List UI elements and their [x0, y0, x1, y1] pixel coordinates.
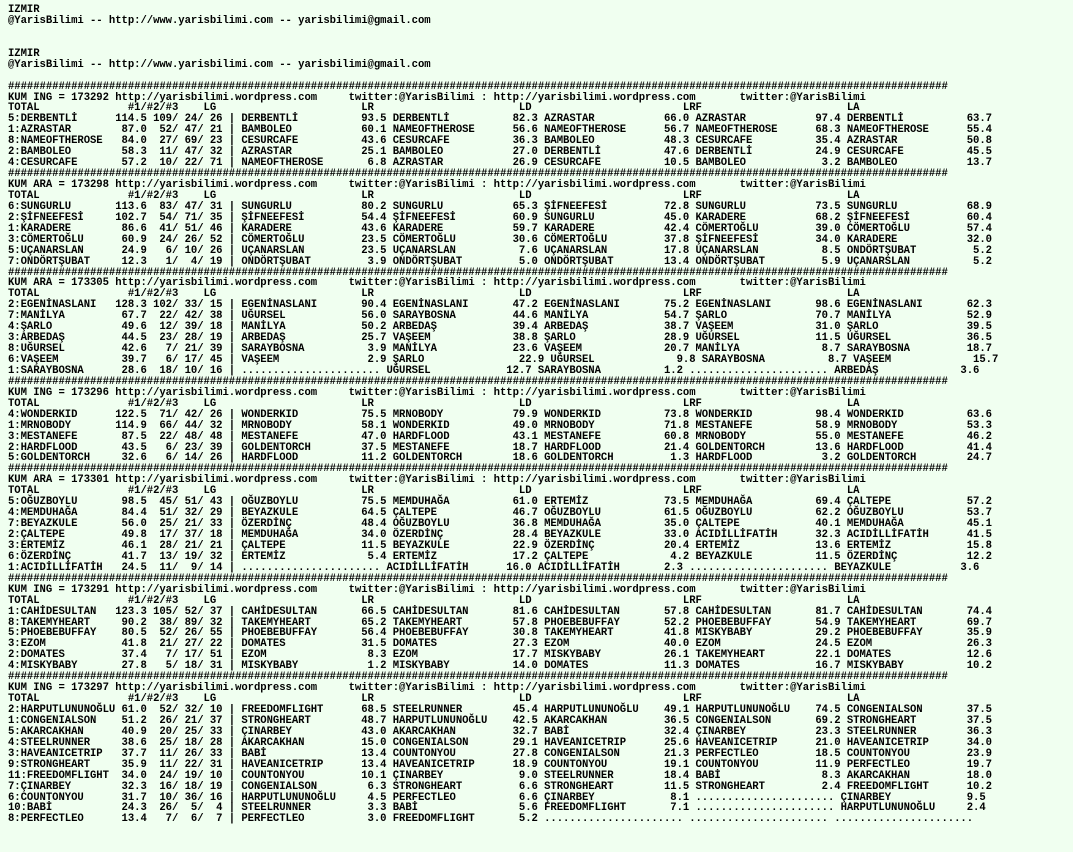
- result-row: 3:CÖMERTOĞLU 60.9 24/ 26/ 52 | CÖMERTOĞLU 23.5 CÖMERTOĞLU 30.6 CÖMERTOĞLU 37.8 ŞİFNEEFESİ 34.0 KARADERE 32.0: [8, 233, 992, 246]
- result-row: 6:SUNGURLU 113.6 83/ 47/ 31 | SUNGURLU 80.2 SUNGURLU 65.3 ŞİFNEEFESİ 72.8 SUNGURLU 73.5 SUNGURLU 68.9: [8, 200, 992, 213]
- result-row: 4:WONDERKID 122.5 71/ 42/ 26 | WONDERKID 75.5 MRNOBODY 79.9 WONDERKID 73.8 WONDERKID 98.4 WONDERKID 63.6: [8, 408, 992, 421]
- result-row: 2:BAMBOLEO 58.3 11/ 47/ 32 | AZRASTAR 25.1 BAMBOLEO 27.0 DERBENTLİ 47.6 DERBENTLİ 24.9 CESURCAFE 45.5: [8, 146, 992, 159]
- separator-line: #####################################################################################################################################################: [8, 80, 948, 93]
- result-row: 4:MISKYBABY 27.8 5/ 18/ 31 | MISKYBABY 1.2 MISKYBABY 14.0 DOMATES 11.3 DOMATES 16.7 MISKYBABY 10.2: [8, 660, 992, 673]
- race-title-line: KUM ARA = 173305 http://yarisbilimi.wordpress.com twitter:@YarisBilimi : http://yarisbilimi.wordpress.com twitter:@YarisBilimi: [8, 277, 866, 290]
- race-sections: [8, 82, 1073, 826]
- race-title-line: KUM ING = 173297 http://yarisbilimi.wordpress.com twitter:@YarisBilimi : http://yarisbilimi.wordpress.com twitter:@YarisBilimi: [8, 682, 866, 695]
- result-row: 5:PHOEBEBUFFAY 80.5 52/ 26/ 55 | PHOEBEBUFFAY 56.4 PHOEBEBUFFAY 30.8 TAKEMYHEART 41.8 MISKYBABY 29.2 PHOEBEBUFFAY 35.9: [8, 627, 992, 640]
- result-row: 2:ÇALTEPE 49.8 17/ 37/ 18 | MEMDUHAĞA 34.0 ÖZERDİNÇ 28.4 BEYAZKULE 33.0 ACIDİLLİFATİH 32.3 ACIDİLLİFATİH 41.5: [8, 529, 992, 541]
- result-row: 2:HARDFLOOD 43.5 6/ 23/ 39 | GOLDENTORCH 37.5 MESTANEFE 18.7 HARDFLOOD 21.4 GOLDENTORCH 13.6 HARDFLOOD 41.4: [8, 441, 992, 454]
- column-header-line: TOTAL #1/#2/#3 LG LR LD LRF LA: [8, 189, 860, 202]
- result-row: 3:MESTANEFE 87.5 22/ 48/ 48 | MESTANEFE 47.0 HARDFLOOD 43.1 MESTANEFE 60.8 MRNOBODY 55.0 MESTANEFE 46.2: [8, 430, 992, 443]
- separator-line: #####################################################################################################################################################: [8, 671, 948, 684]
- result-row: 7:MANİLYA 67.7 22/ 42/ 38 | UĞURSEL 56.0 SARAYBOSNA 44.6 MANİLYA 54.7 ŞARLO 70.7 MANİLYA 52.9: [8, 310, 992, 323]
- result-row: 2:DOMATES 37.4 7/ 17/ 51 | EZOM 8.3 EZOM 17.7 MISKYBABY 26.1 TAKEMYHEART 22.1 DOMATES 12.6: [8, 649, 992, 662]
- result-row: 8:UĞURSEL 42.6 7/ 21/ 39 | SARAYBOSNA 3.9 MANİLYA 23.6 VAŞEEM 20.7 MANİLYA 8.7 SARAYBOSNA 18.7: [8, 343, 992, 356]
- header-line: @YarisBilimi -- http://www.yarisbilimi.com -- yarisbilimi@gmail.com: [8, 14, 431, 27]
- result-row: 6:COUNTONYOU 31.7 10/ 36/ 16 | HARPUTLUNUNOĞLU 4.5 PERFECTLEO 6.6 ÇINARBEY 8.1 ...................... ÇINARBEY 9.5: [8, 791, 986, 804]
- result-row: 8:NAMEOFTHEROSE 84.0 27/ 69/ 23 | CESURCAFE 43.6 CESURCAFE 36.3 BAMBOLEO 48.3 CESURCAFE 35.4 AZRASTAR 50.8: [8, 135, 992, 148]
- result-row: 1:KARADERE 86.6 41/ 51/ 46 | KARADERE 43.6 KARADERE 59.7 KARADERE 42.4 CÖMERTOĞLU 39.0 CÖMERTOĞLU 57.4: [8, 222, 992, 235]
- result-row: 9:STRONGHEART 35.9 11/ 22/ 31 | HAVEANICETRIP 13.4 HAVEANICETRIP 18.9 COUNTONYOU 19.1 COUNTONYOU 11.9 PERFECTLEO 19.7: [8, 758, 992, 771]
- result-row: 3:HAVEANICETRIP 37.7 11/ 26/ 33 | BABİ 13.4 COUNTONYOU 27.8 CONGENIALSON 21.3 PERFECTLEO 18.5 COUNTONYOU 23.9: [8, 747, 992, 760]
- result-row: 6:VAŞEEM 39.7 6/ 17/ 45 | VAŞEEM 2.9 ŞARLO 22.9 UĞURSEL 9.8 SARAYBOSNA 8.7 VAŞEEM 15.7: [8, 354, 999, 366]
- column-header-line: TOTAL #1/#2/#3 LG LR LD LRF LA: [8, 485, 860, 498]
- result-row: 3:EZOM 41.8 21/ 27/ 22 | DOMATES 31.5 DOMATES 27.3 EZOM 40.0 EZOM 24.5 EZOM 26.3: [8, 638, 992, 651]
- separator-line: #####################################################################################################################################################: [8, 572, 948, 585]
- header-line: [8, 27, 1073, 38]
- header-line: IZMIR: [8, 4, 40, 16]
- result-row: 4:CESURCAFE 57.2 10/ 22/ 71 | NAMEOFTHEROSE 6.8 AZRASTAR 26.9 CESURCAFE 10.5 BAMBOLEO 3.2 BAMBOLEO 13.7: [8, 157, 992, 170]
- result-row: 8:TAKEMYHEART 90.2 38/ 89/ 32 | TAKEMYHEART 65.2 TAKEMYHEART 57.8 PHOEBEBUFFAY 52.2 PHOEBEBUFFAY 54.9 TAKEMYHEART 69.7: [8, 616, 992, 629]
- race-section: [8, 574, 1073, 672]
- result-row: 6:ÖZERDİNÇ 41.7 13/ 19/ 32 | ERTEMİZ 5.4 ERTEMİZ 17.2 ÇALTEPE 4.2 BEYAZKULE 11.5 ÖZERDİNÇ 12.2: [8, 550, 992, 563]
- result-row: 1:MRNOBODY 114.9 66/ 44/ 32 | MRNOBODY 58.1 WONDERKID 49.0 MRNOBODY 71.8 MESTANEFE 58.9 MRNOBODY 53.3: [8, 419, 992, 432]
- result-row: 4:STEELRUNNER 38.6 25/ 18/ 28 | AKARCAKHAN 15.0 CONGENIALSON 29.1 HAVEANICETRIP 25.6 HAVEANICETRIP 21.0 HAVEANICETRIP 34.0: [8, 736, 992, 749]
- result-row: 4:ŞARLO 49.6 12/ 39/ 18 | MANİLYA 50.2 ARBEDAŞ 39.4 ARBEDAŞ 38.7 VAŞEEM 31.0 ŞARLO 39.5: [8, 321, 992, 334]
- header-line: IZMIR: [8, 47, 40, 60]
- result-row: 5:GOLDENTORCH 32.6 6/ 14/ 26 | HARDFLOOD 11.2 GOLDENTORCH 18.6 GOLDENTORCH 1.3 HARDFLOOD 3.2 GOLDENTORCH 24.7: [8, 452, 992, 465]
- result-row: 5:UÇANARSLAN 24.9 6/ 10/ 26 | UÇANARSLAN 23.5 UÇANARSLAN 7.6 UÇANARSLAN 17.8 UÇANARSLAN 8.5 ONDÖRTŞUBAT 5.2: [8, 244, 992, 257]
- race-section: [8, 82, 1073, 170]
- race-section: [8, 464, 1073, 573]
- result-row: 7:BEYAZKULE 56.0 25/ 21/ 33 | ÖZERDİNÇ 48.4 OĞUZBOYLU 36.8 MEMDUHAĞA 35.0 ÇALTEPE 40.1 MEMDUHAĞA 45.1: [8, 518, 992, 531]
- race-title-line: KUM ING = 173292 http://yarisbilimi.wordpress.com twitter:@YarisBilimi : http://yarisbilimi.wordpress.com twitter:@YarisBilimi: [8, 91, 866, 104]
- race-section: [8, 169, 1073, 267]
- result-row: 1:CONGENIALSON 51.2 26/ 21/ 37 | STRONGHEART 48.7 HARPUTLUNUNOĞLU 42.5 AKARCAKHAN 36.5 CONGENIALSON 69.2 STRONGHEART 37.5: [8, 714, 992, 727]
- separator-line: #####################################################################################################################################################: [8, 266, 948, 279]
- column-header-line: TOTAL #1/#2/#3 LG LR LD LRF LA: [8, 397, 860, 410]
- race-title-line: KUM ARA = 173301 http://yarisbilimi.wordpress.com twitter:@YarisBilimi : http://yarisbilimi.wordpress.com twitter:@YarisBilimi: [8, 474, 866, 487]
- result-row: 11:FREEDOMFLIGHT 34.0 24/ 19/ 10 | COUNTONYOU 10.1 ÇINARBEY 9.0 STEELRUNNER 18.4 BABİ 8.3 AKARCAKHAN 18.0: [8, 769, 992, 782]
- column-header-line: TOTAL #1/#2/#3 LG LR LD LRF LA: [8, 288, 860, 301]
- result-row: 1:SARAYBOSNA 28.6 18/ 10/ 16 | ...................... UĞURSEL 12.7 SARAYBOSNA 1.2 ...................... ARBEDAŞ 3.6: [8, 364, 980, 377]
- result-row: 5:DERBENTLİ 114.5 109/ 24/ 26 | DERBENTLİ 93.5 DERBENTLİ 82.3 AZRASTAR 66.0 AZRASTAR 97.4 DERBENTLİ 63.7: [8, 113, 992, 126]
- result-row: 1:AZRASTAR 87.0 52/ 47/ 21 | BAMBOLEO 60.1 NAMEOFTHEROSE 56.6 NAMEOFTHEROSE 56.7 NAMEOFTHEROSE 68.3 NAMEOFTHEROSE 55.4: [8, 124, 992, 137]
- separator-line: #####################################################################################################################################################: [8, 463, 948, 476]
- header-line: @YarisBilimi -- http://www.yarisbilimi.com -- yarisbilimi@gmail.com: [8, 58, 431, 71]
- result-row: 7:ÇINARBEY 32.3 16/ 18/ 19 | CONGENIALSON 6.3 STRONGHEART 6.6 STRONGHEART 11.5 STRONGHEART 2.4 FREEDOMFLIGHT 10.2: [8, 780, 992, 793]
- race-title-line: KUM ING = 173291 http://yarisbilimi.wordpress.com twitter:@YarisBilimi : http://yarisbilimi.wordpress.com twitter:@YarisBilimi: [8, 583, 866, 596]
- result-row: 7:ONDÖRTŞUBAT 12.3 1/ 4/ 19 | ONDÖRTŞUBAT 3.9 ONDÖRTŞUBAT 5.0 ONDÖRTŞUBAT 13.4 ONDÖRTŞUBAT 5.9 UÇANARSLAN 5.2: [8, 255, 992, 268]
- header-line: [8, 71, 1073, 82]
- result-row: 3:ARBEDAŞ 44.5 23/ 28/ 19 | ARBEDAŞ 25.7 VAŞEEM 38.8 ŞARLO 28.9 UĞURSEL 11.5 UĞURSEL 36.5: [8, 332, 992, 345]
- result-row: 2:ŞİFNEEFESİ 102.7 54/ 71/ 35 | ŞİFNEEFESİ 54.4 ŞİFNEEFESİ 60.9 SUNGURLU 45.0 KARADERE 68.2 ŞİFNEEFESİ 60.4: [8, 211, 992, 224]
- result-row: 4:MEMDUHAĞA 84.4 51/ 32/ 29 | BEYAZKULE 64.5 ÇALTEPE 46.7 OĞUZBOYLU 61.5 OĞUZBOYLU 62.2 OĞUZBOYLU 53.7: [8, 507, 992, 520]
- result-row: 3:ERTEMİZ 46.1 28/ 21/ 21 | ÇALTEPE 11.5 BEYAZKULE 22.9 ÖZERDİNÇ 20.4 ERTEMİZ 13.6 ERTEMİZ 15.8: [8, 539, 992, 552]
- result-row: 2:EGENİNASLANI 128.3 102/ 33/ 15 | EGENİNASLANI 90.4 EGENİNASLANI 47.2 EGENİNASLANI 75.2 EGENİNASLANI 98.6 EGENİNASLANI 62.3: [8, 299, 992, 312]
- column-header-line: TOTAL #1/#2/#3 LG LR LD LRF LA: [8, 594, 860, 607]
- result-row: 10:BABİ 24.3 26/ 5/ 4 | STEELRUNNER 3.3 BABİ 5.6 FREEDOMFLIGHT 7.1 ...................... HARPUTLUNUNOĞLU 2.4: [8, 802, 986, 815]
- race-section: [8, 268, 1073, 377]
- result-row: 2:HARPUTLUNUNOĞLU 61.0 52/ 32/ 10 | FREEDOMFLIGHT 68.5 STEELRUNNER 45.4 HARPUTLUNUNOĞLU 49.1 HARPUTLUNUNOĞLU 74.5 CONGENIALSON 37.5: [8, 704, 992, 716]
- separator-line: #####################################################################################################################################################: [8, 375, 948, 388]
- result-row: 1:ACIDİLLİFATİH 24.5 11/ 9/ 14 | ...................... ACIDİLLİFATİH 16.0 ACIDİLLİFATİH 2.3 ...................... BEYAZKULE 3.6: [8, 561, 980, 574]
- result-row: 1:CAHİDESULTAN 123.3 105/ 52/ 37 | CAHİDESULTAN 66.5 CAHİDESULTAN 81.6 CAHİDESULTAN 57.8 CAHİDESULTAN 81.7 CAHİDESULTAN 74.4: [8, 605, 992, 618]
- separator-line: #####################################################################################################################################################: [8, 168, 948, 181]
- result-row: 5:OĞUZBOYLU 98.5 45/ 51/ 43 | OĞUZBOYLU 75.5 MEMDUHAĞA 61.0 ERTEMİZ 73.5 MEMDUHAĞA 69.4 ÇALTEPE 57.2: [8, 496, 992, 509]
- race-section: [8, 672, 1073, 825]
- column-header-line: TOTAL #1/#2/#3 LG LR LD LRF LA: [8, 693, 860, 706]
- result-row: 5:AKARCAKHAN 40.9 20/ 25/ 33 | ÇINARBEY 43.0 AKARCAKHAN 32.7 BABİ 32.4 ÇINARBEY 23.3 STEELRUNNER 36.3: [8, 725, 992, 738]
- race-title-line: KUM ING = 173296 http://yarisbilimi.wordpress.com twitter:@YarisBilimi : http://yarisbilimi.wordpress.com twitter:@YarisBilimi: [8, 386, 866, 399]
- header-line: [8, 38, 1073, 49]
- result-row: 8:PERFECTLEO 13.4 7/ 6/ 7 | PERFECTLEO 3.0 FREEDOMFLIGHT 5.2 ...................... ...................... ......................: [8, 813, 974, 826]
- race-title-line: KUM ARA = 173298 http://yarisbilimi.wordpress.com twitter:@YarisBilimi : http://yarisbilimi.wordpress.com twitter:@YarisBilimi: [8, 179, 866, 191]
- column-header-line: TOTAL #1/#2/#3 LG LR LD LRF LA: [8, 102, 860, 115]
- race-section: [8, 377, 1073, 465]
